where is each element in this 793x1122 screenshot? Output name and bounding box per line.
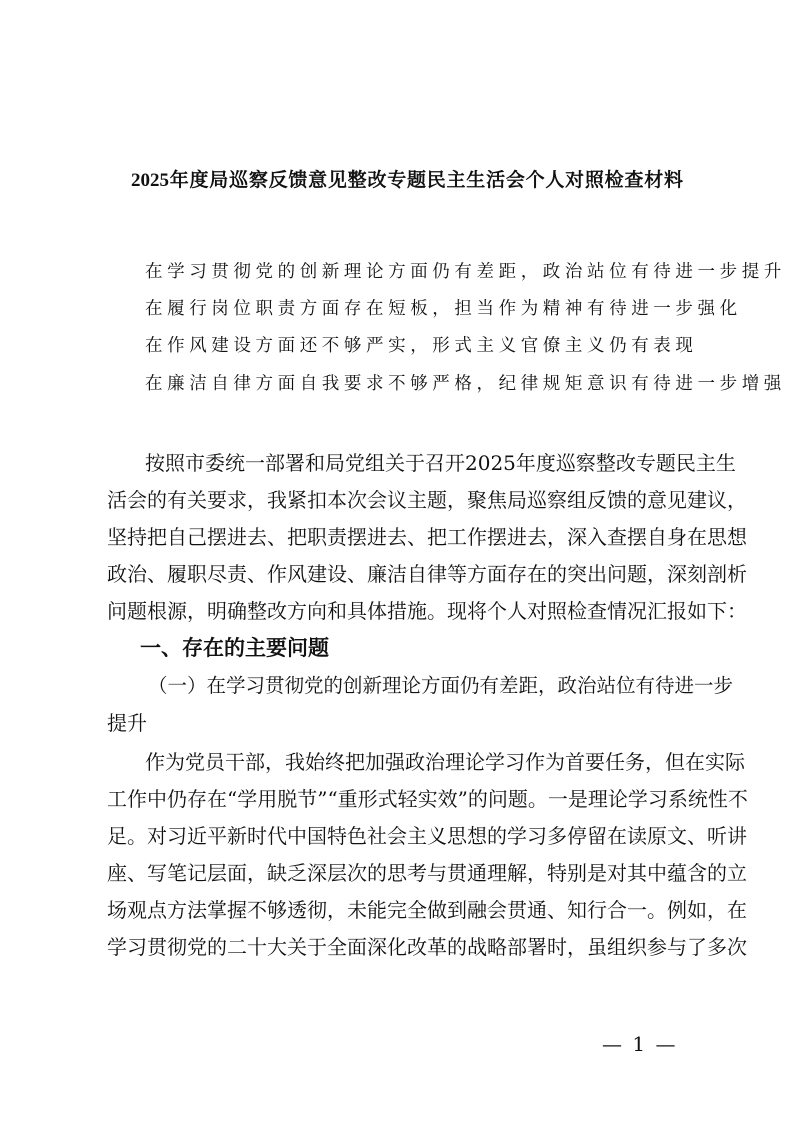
body-line: 学习贯彻党的二十大关于全面深化改革的战略部署时，虽组织参与了多次 (107, 935, 747, 959)
intro-line: 坚持把自己摆进去、把职责摆进去、把工作摆进去，深入查摆自身在思想 (107, 525, 747, 549)
intro-line: 政治、履职尽责、作风建设、廉洁自律等方面存在的突出问题，深刻剖析 (107, 562, 747, 586)
intro-line: 活会的有关要求，我紧扣本次会议主题，聚焦局巡察组反馈的意见建议， (107, 488, 747, 512)
body-line: 场观点方法掌握不够透彻，未能完全做到融会贯通、知行合一。例如，在 (107, 898, 747, 922)
section-heading: 一、存在的主要问题 (140, 636, 329, 660)
summary-point: 在廉洁自律方面自我要求不够严格，纪律规矩意识有待进一步增强 (145, 374, 786, 394)
body-line: 工作中仍存在“学用脱节”“重形式轻实效”的问题。一是理论学习系统性不 (107, 787, 748, 811)
summary-point: 在履行岗位职责方面存在短板，担当作为精神有待进一步强化 (145, 299, 742, 319)
subsection-heading: 提升 (107, 711, 147, 735)
summary-point: 在学习贯彻党的创新理论方面仍有差距，政治站位有待进一步提升 (145, 262, 786, 282)
page-number: — 1 — (602, 1032, 676, 1056)
subsection-heading: （一）在学习贯彻党的创新理论方面仍有差距，政治站位有待进一步 (148, 674, 734, 697)
document-title: 2025年度局巡察反馈意见整改专题民主生活会个人对照检查材料 (131, 170, 683, 191)
body-line: 作为党员干部，我始终把加强政治理论学习作为首要任务，但在实际 (145, 750, 745, 774)
intro-line: 问题根源，明确整改方向和具体措施。现将个人对照检查情况汇报如下： (107, 599, 747, 623)
intro-line: 按照市委统一部署和局党组关于召开2025年度巡察整改专题民主生 (145, 451, 736, 475)
body-line: 足。对习近平新时代中国特色社会主义思想的学习多停留在读原文、听讲 (107, 824, 747, 848)
summary-point: 在作风建设方面还不够严实，形式主义官僚主义仍有表现 (145, 336, 698, 356)
body-line: 座、写笔记层面，缺乏深层次的思考与贯通理解，特别是对其中蕴含的立 (107, 861, 747, 885)
